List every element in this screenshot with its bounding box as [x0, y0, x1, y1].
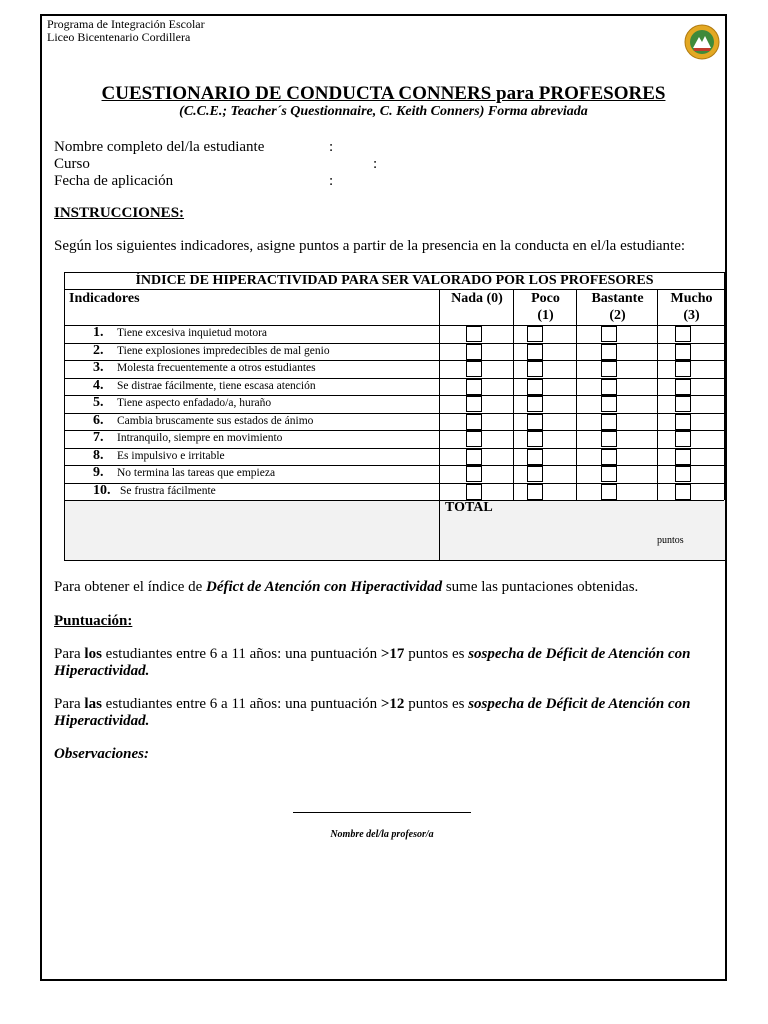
row-indicator-text: Tiene aspecto enfadado/a, huraño	[117, 397, 272, 409]
field-course-label: Curso	[54, 156, 90, 172]
row-indicator-text: Tiene explosiones impredecibles de mal genio	[117, 344, 330, 357]
col-bastante: Bastante	[591, 291, 644, 306]
score-checkbox[interactable]	[675, 431, 691, 447]
score-checkbox[interactable]	[466, 466, 482, 482]
score-checkbox[interactable]	[527, 396, 543, 412]
col-nada: Nada (0)	[451, 291, 503, 306]
row-number: 4.	[93, 377, 104, 393]
score-checkbox[interactable]	[527, 484, 543, 500]
row-number: 9.	[93, 465, 104, 480]
score-checkbox[interactable]	[527, 344, 543, 360]
score-checkbox[interactable]	[601, 396, 617, 412]
school-name: Liceo Bicentenario Cordillera	[47, 30, 191, 44]
score-checkbox[interactable]	[466, 484, 482, 500]
instructions-text: Según los siguientes indicadores, asigne puntos a partir de la presencia en la conducta en el/la estudiante:	[54, 238, 686, 254]
col-indicadores: Indicadores	[69, 291, 140, 306]
paragraph-girls: Para las estudiantes entre 6 a 11 años: una puntuación >12 puntos es sospecha de Déficit de Atención con Hiperactividad.	[54, 696, 691, 729]
score-checkbox[interactable]	[527, 431, 543, 447]
score-checkbox[interactable]	[675, 466, 691, 482]
col-poco: Poco	[531, 291, 560, 306]
row-number: 8.	[93, 447, 104, 463]
col-poco-value: (1)	[537, 308, 554, 323]
score-checkbox[interactable]	[527, 414, 543, 430]
row-number: 2.	[93, 342, 104, 358]
signature-line[interactable]	[293, 812, 471, 813]
field-date-colon: :	[329, 173, 334, 189]
row-indicator-text: No termina las tareas que empieza	[117, 467, 276, 479]
col-mucho: Mucho	[670, 291, 713, 306]
score-checkbox[interactable]	[466, 344, 482, 360]
score-checkbox[interactable]	[601, 344, 617, 360]
row-number: 10.	[93, 482, 111, 498]
row-number: 7.	[93, 430, 104, 445]
score-checkbox[interactable]	[527, 361, 543, 377]
row-indicator-text: Es impulsivo e irritable	[117, 449, 225, 462]
row-indicator-text: Se frustra fácilmente	[120, 484, 216, 497]
score-checkbox[interactable]	[675, 361, 691, 377]
row-indicator-text: Molesta frecuentemente a otros estudiantes	[117, 362, 316, 374]
field-student-name-colon: :	[329, 139, 334, 155]
row-indicator-text: Intranquilo, siempre en movimiento	[117, 432, 283, 444]
score-checkbox[interactable]	[601, 379, 617, 395]
puntuacion-heading: Puntuación:	[54, 613, 133, 629]
score-checkbox[interactable]	[601, 326, 617, 342]
row-indicator-text: Tiene excesiva inquietud motora	[117, 327, 267, 339]
hyperactivity-table	[64, 272, 725, 561]
page-title: CUESTIONARIO DE CONDUCTA CONNERS para PROFESORES	[101, 83, 666, 104]
score-checkbox[interactable]	[527, 449, 543, 465]
score-checkbox[interactable]	[466, 361, 482, 377]
paragraph-boys: Para los estudiantes entre 6 a 11 años: una puntuación >17 puntos es sospecha de Déficit de Atención con Hiperactividad.	[54, 646, 691, 679]
adhd-term: Défict de Atención con Hiperactividad	[206, 579, 443, 595]
paragraph-index: Para obtener el índice de Défict de Atención con Hiperactividad sume las puntaciones obtenidas.	[54, 579, 639, 595]
school-crest-icon	[684, 24, 720, 60]
score-checkbox[interactable]	[466, 449, 482, 465]
instructions-heading: INSTRUCCIONES:	[54, 205, 185, 221]
field-student-name-label: Nombre completo del/la estudiante	[54, 139, 265, 155]
row-number: 5.	[93, 395, 104, 410]
row-indicator-text: Cambia bruscamente sus estados de ánimo	[117, 414, 314, 427]
score-checkbox[interactable]	[466, 326, 482, 342]
score-checkbox[interactable]	[601, 431, 617, 447]
score-checkbox[interactable]	[466, 379, 482, 395]
score-checkbox[interactable]	[675, 396, 691, 412]
score-checkbox[interactable]	[601, 361, 617, 377]
field-date-label: Fecha de aplicación	[54, 173, 174, 189]
program-name: Programa de Integración Escolar	[47, 17, 205, 31]
points-label: puntos	[657, 535, 684, 546]
row-indicator-text: Se distrae fácilmente, tiene escasa atención	[117, 379, 316, 392]
score-checkbox[interactable]	[466, 396, 482, 412]
page-subtitle: (C.C.E.; Teacher´s Questionnaire, C. Keith Conners) Forma abreviada	[179, 104, 588, 119]
observaciones-label: Observaciones:	[54, 746, 149, 762]
row-number: 3.	[93, 360, 104, 375]
row-number: 6.	[93, 412, 104, 428]
total-label: TOTAL	[445, 500, 493, 515]
score-checkbox[interactable]	[675, 379, 691, 395]
score-checkbox[interactable]	[466, 414, 482, 430]
field-course-colon: :	[373, 156, 378, 172]
score-checkbox[interactable]	[527, 379, 543, 395]
score-checkbox[interactable]	[527, 466, 543, 482]
score-checkbox[interactable]	[675, 326, 691, 342]
col-mucho-value: (3)	[683, 308, 700, 323]
col-bastante-value: (2)	[609, 308, 626, 323]
score-checkbox[interactable]	[466, 431, 482, 447]
score-checkbox[interactable]	[601, 449, 617, 465]
signature-label: Nombre del/la profesor/a	[330, 829, 434, 840]
score-checkbox[interactable]	[675, 414, 691, 430]
row-number: 1.	[93, 325, 104, 340]
score-checkbox[interactable]	[601, 466, 617, 482]
score-checkbox[interactable]	[675, 344, 691, 360]
score-checkbox[interactable]	[527, 326, 543, 342]
score-checkbox[interactable]	[601, 484, 617, 500]
score-checkbox[interactable]	[675, 484, 691, 500]
score-checkbox[interactable]	[601, 414, 617, 430]
table-caption: ÍNDICE DE HIPERACTIVIDAD PARA SER VALORADO POR LOS PROFESORES	[135, 273, 654, 288]
score-checkbox[interactable]	[675, 449, 691, 465]
